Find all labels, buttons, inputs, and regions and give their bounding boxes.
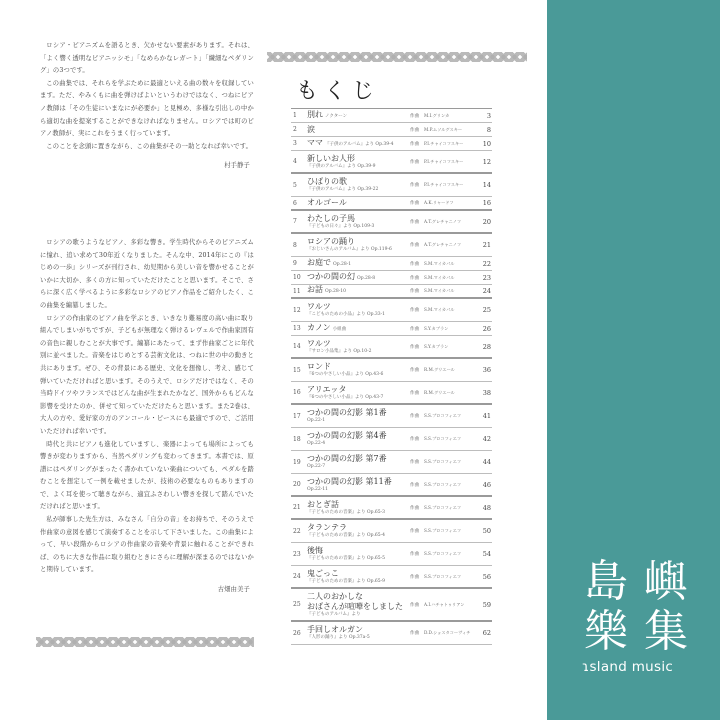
- toc-entry-title: ロシアの踊り: [307, 237, 355, 246]
- toc-entry-number: 23: [293, 550, 301, 558]
- toc-entry-page: 59: [482, 600, 491, 609]
- toc-row: [291, 428, 492, 451]
- composer-label: 作曲: [410, 529, 419, 534]
- toc-row: [291, 234, 492, 257]
- toc-entry-page: 48: [482, 503, 491, 512]
- toc-entry-title-block: [307, 385, 410, 401]
- toc-entry-page: 21: [482, 241, 491, 249]
- toc-entry-number: 21: [293, 504, 301, 511]
- toc-entry-title-block: [307, 177, 410, 193]
- toc-entry-page: 46: [482, 480, 491, 489]
- toc-row: [291, 299, 492, 322]
- toc-entry-page: 44: [482, 458, 491, 466]
- toc-entry-composer: S.M.マイカパル: [424, 307, 455, 312]
- toc-entry-title-block: [307, 237, 410, 253]
- preface-paragraph: ロシア・ピアニズムを語るとき、欠かせない要素があります。それは、「よく響く透明なピアニッシモ」「なめらかなレガート」「繊細なペダリング」の3つです。: [40, 42, 254, 75]
- toc-row: [291, 520, 492, 543]
- composer-label: 作曲: [410, 344, 419, 350]
- composer-label: 作曲: [410, 141, 419, 147]
- composer-label: 作曲: [410, 326, 419, 332]
- toc-entry-subtitle: 『子供のアルバム』より Op.39-9: [307, 163, 376, 169]
- toc-entry-number: 6: [293, 199, 297, 207]
- toc-entry-title-block: [307, 362, 410, 378]
- toc-entry-number: 4: [293, 158, 297, 165]
- toc-entry-composer: S.S.プロコフィエフ: [424, 459, 462, 464]
- toc-entry-number: 12: [293, 306, 301, 314]
- toc-entry-number: 24: [293, 573, 301, 580]
- toc-entry-title: おとぎ話: [307, 499, 339, 509]
- toc-entry-number: 9: [293, 260, 297, 267]
- composer-label: 作曲: [410, 390, 419, 396]
- toc-row: [291, 382, 492, 405]
- toc-row: [291, 622, 492, 645]
- ornament-border-bottom: [36, 637, 254, 647]
- toc-entry-title-block: [307, 198, 410, 208]
- toc-row: [291, 109, 492, 123]
- toc-entry-composer: S.S.プロコフィエフ: [424, 528, 462, 533]
- toc-entry-title: 手回しオルガン: [307, 625, 363, 634]
- preface2-signature: 古畑由美子: [217, 586, 250, 594]
- toc-entry-title-block: [307, 477, 410, 493]
- toc-entry-title: つかの間の幻影 第7番: [307, 454, 387, 463]
- toc-entry-number: 11: [293, 287, 301, 295]
- toc-entry-title-block: [307, 138, 410, 150]
- preface2-paragraph: ロシアの歌うようなピアノ、多彩な響き。学生時代からそのピアニズムに憧れ、追い求めて30年近くなりました。そんな中、2014年にこの『はじめの一歩』シリーズが刊行され、幼児期から美しい音を響かせることがいかに大切か、多くの方に知っていただけたことと思います。そこで、さらに深く広く学べるように多彩なロシアのピアノ作品をご紹介したく、この曲集を編纂しました。: [40, 239, 254, 309]
- toc-entry-title: わたしの子馬: [307, 213, 355, 223]
- toc-entry-inline-note: ノクターン: [325, 113, 348, 119]
- toc-row: [291, 151, 492, 174]
- toc-entry-title: ロンド: [307, 362, 331, 371]
- toc-row: [291, 211, 492, 234]
- toc-entry-subtitle: 『子どものアルバム』より: [307, 611, 361, 617]
- logo-char: 島: [584, 556, 628, 607]
- toc-entry-number: 17: [293, 412, 301, 420]
- toc-entry-title: 別れ ノクターン: [307, 109, 348, 119]
- toc-entry-title: つかの間の幻影 第11番: [307, 476, 392, 486]
- toc-entry-title-block: [307, 323, 410, 335]
- toc-entry-page: 50: [482, 527, 491, 535]
- toc-entry-page: 3: [486, 111, 491, 120]
- toc-entry-page: 8: [486, 125, 491, 134]
- toc-entry-composer: S.S.プロコフィエフ: [424, 413, 462, 418]
- toc-entry-number: 18: [293, 435, 301, 443]
- toc-entry-title-block: [307, 569, 410, 585]
- toc-entry-composer: S.M.マイカパル: [424, 274, 455, 280]
- toc-entry-composer: S.Y.カプラン: [424, 343, 449, 349]
- toc-entry-page: 24: [482, 287, 491, 295]
- toc-entry-title-block: [307, 110, 410, 122]
- toc-row: [291, 474, 492, 497]
- toc-entry-title-block: [307, 214, 410, 230]
- toc-entry-number: 7: [293, 218, 297, 225]
- toc-row: [291, 451, 492, 474]
- composer-label: 作曲: [410, 437, 419, 442]
- composer-label: 作曲: [410, 275, 419, 281]
- toc-row: [291, 497, 492, 520]
- toc-entry-page: 16: [482, 199, 491, 207]
- toc-entry-page: 25: [482, 306, 491, 314]
- toc-entry-title-block: [307, 546, 410, 562]
- toc-entry-title: 涙: [307, 124, 315, 134]
- toc-entry-composer: P.I.チャイコフスキー: [424, 182, 464, 187]
- toc-entry-composer: S.S.プロコフィエフ: [424, 551, 462, 556]
- preface-signature: 村手静子: [224, 162, 250, 170]
- toc-entry-number: 25: [293, 601, 301, 608]
- toc-entry-composer: M.I.グリンカ: [424, 112, 450, 118]
- toc-entry-inline-note: 『子供のアルバム』より Op.39-4: [325, 141, 394, 147]
- toc-entry-subtitle: 『おじいさんのアルバム』より Op.119-6: [307, 247, 392, 252]
- toc-entry-title: オルゴール: [307, 198, 347, 207]
- toc-entry-composer: D.D.ショスタコーヴィチ: [424, 630, 471, 635]
- composer-label: 作曲: [410, 243, 419, 248]
- composer-label: 作曲: [410, 308, 419, 313]
- toc-entry-composer: S.S.プロコフィエフ: [424, 573, 462, 579]
- toc-entry-page: 56: [482, 572, 491, 581]
- toc-entry-number: 16: [293, 389, 301, 396]
- toc-entry-title: 後悔: [307, 546, 323, 555]
- toc-entry-page: 41: [482, 412, 491, 420]
- toc-entry-title: ワルツ: [307, 302, 331, 311]
- toc-entry-composer: A.K.リャードフ: [424, 200, 454, 205]
- toc-entry-subtitle: 『子どものための音楽』より Op.65-3: [307, 509, 386, 515]
- toc-entry-inline-note: Op.28-8: [357, 275, 376, 281]
- toc-entry-subtitle: 『子どものための音楽』より Op.65-5: [307, 556, 386, 561]
- composer-label: 作曲: [410, 113, 419, 119]
- toc-entry-composer: R.M.グリエール: [424, 367, 455, 372]
- toc-entry-title: ママ 『子供のアルバム』より Op.39-4: [307, 137, 394, 147]
- logo-char: 樂: [584, 606, 628, 657]
- toc-entry-number: 14: [293, 343, 301, 350]
- composer-label: 作曲: [410, 368, 419, 373]
- toc-row: [291, 359, 492, 382]
- logo-char: 嶼: [644, 556, 688, 607]
- composer-label: 作曲: [410, 183, 419, 188]
- preface2-section: [40, 237, 254, 597]
- toc-entry-inline-note: Op.28-1: [333, 261, 352, 267]
- preface2-paragraph: 私が師事した先生方は、みなさん「自分の音」をお持ちで、そのうえで作曲家の意図を感じて演奏することを示して下さいました。この曲集によって、早い段階からロシアの作曲家の音楽や背景に触れることができれば、のちに大きな作品に取り組むときにさらに理解が深まるのではないかと期待しています。: [40, 516, 254, 574]
- toc-entry-title-block: [307, 285, 410, 297]
- toc-entry-subtitle: 『サロン小品集』より Op.10-2: [307, 348, 372, 354]
- toc-entry-composer: S.S.プロコフィエフ: [424, 436, 462, 441]
- toc-title: もくじ: [296, 79, 381, 104]
- toc-entry-title: つかの間の幻 Op.28-8: [307, 271, 376, 281]
- toc-entry-page: 38: [482, 388, 491, 397]
- composer-label: 作曲: [410, 460, 419, 465]
- toc-entry-number: 8: [293, 241, 297, 249]
- preface-section: [40, 40, 254, 173]
- toc-entry-page: 42: [482, 435, 491, 443]
- toc-entry-title-block: [307, 500, 410, 516]
- toc-entry-inline-note: Op.28-10: [325, 289, 346, 294]
- composer-label: 作曲: [410, 505, 419, 511]
- toc-entry-page: 23: [482, 273, 491, 282]
- toc-entry-title-block: [307, 339, 410, 355]
- toc-entry-title: 鬼ごっこ: [307, 568, 339, 578]
- composer-label: 作曲: [410, 552, 419, 557]
- toc-entry-number: 19: [293, 458, 301, 466]
- toc-row: [291, 271, 492, 285]
- composer-label: 作曲: [410, 482, 419, 488]
- toc-entry-title: ワルツ: [307, 338, 331, 348]
- toc-row: [291, 123, 492, 137]
- composer-label: 作曲: [410, 574, 419, 580]
- preface-paragraph: この曲集では、それらを学ぶために最適といえる曲の数々を収録しています。ただ、やみくもに曲を弾けばよいというわけではなく、つねにピアノ教師は「その生徒にいまなにが必要か」と見極め、多様な引出しの中から適切な曲を提案することができなければなりません。ロシアでは町のピアノ教師が、実にこれをうまく行っています。: [40, 79, 254, 138]
- toc-row: [291, 285, 492, 299]
- toc-entry-number: 26: [293, 629, 301, 637]
- composer-label: 作曲: [410, 127, 419, 133]
- toc-entry-page: 36: [482, 366, 491, 374]
- toc-entry-composer: R.M.グリエール: [424, 389, 455, 395]
- toc-entry-page: 28: [482, 342, 491, 351]
- toc-entry-subtitle: 『6つのやさしい小品』より Op.43-7: [307, 394, 384, 400]
- logo-char: 集: [644, 606, 688, 657]
- composer-label: 作曲: [410, 602, 419, 608]
- toc-table: [291, 108, 492, 645]
- toc-entry-title: タランテラ: [307, 523, 347, 532]
- toc-entry-title: 新しいお人形: [307, 153, 355, 163]
- toc-entry-subtitle: 『子どものための音楽』より Op.65-9: [307, 578, 386, 584]
- toc-entry-title: つかの間の幻影 第4番: [307, 431, 387, 440]
- toc-entry-page: 62: [482, 629, 491, 637]
- toc-entry-title-block: [307, 258, 410, 270]
- toc-entry-title: お話 Op.28-10: [307, 285, 346, 294]
- toc-entry-number: 5: [293, 181, 297, 189]
- toc-entry-composer: P.I.チャイコフスキー: [424, 140, 464, 146]
- toc-entry-title-block: [307, 125, 410, 135]
- toc-entry-composer: S.S.プロコフィエフ: [424, 504, 462, 510]
- toc-entry-title-block: [307, 592, 410, 618]
- toc-entry-inline-note: 小組曲: [332, 326, 347, 332]
- toc-entry-title: お庭で Op.28-1: [307, 257, 352, 267]
- toc-entry-composer: P.I.チャイコフスキー: [424, 158, 464, 164]
- toc-entry-subtitle: 『人形の踊り』より Op.37a-5: [307, 635, 370, 640]
- toc-entry-composer: A.I.ハチャトゥリアン: [424, 601, 465, 607]
- toc-entry-title-line2: おばさんが喧嘩をしました: [307, 601, 403, 611]
- toc-row: [291, 174, 492, 197]
- toc-entry-page: 14: [482, 181, 491, 189]
- toc-row: [291, 137, 492, 151]
- toc-entry-subtitle: Op.22-11: [307, 486, 328, 492]
- logo-tagline: ɿsland music: [582, 659, 674, 675]
- toc-entry-title-block: [307, 625, 410, 641]
- ornament-border-top: [267, 52, 527, 62]
- toc-entry-title-block: [307, 154, 410, 170]
- toc-entry-title-block: [307, 408, 410, 424]
- toc-row: [291, 336, 492, 359]
- toc-entry-title: 二人のおかしな: [307, 591, 363, 601]
- toc-entry-title-block: [307, 302, 410, 318]
- toc-entry-composer: A.T.グレチャニノフ: [424, 218, 462, 224]
- preface2-paragraph: ロシアの作曲家のピアノ曲を学ぶとき、いきなり難易度の高い曲に取り組んでしまいがちですが、子どもが無理なく弾けるレヴェルで作曲家固有の音色に親しむことが大事です。編纂にあたって、まず作曲家ごとに年代別に並べました。音楽をはじめとする芸術文化は、つねに世の中の動きと共にあります。ぜひ、その背景にある歴史、文化を想像し、考え、感じて弾いていただければと思います。そのうえで、ロシアだけではなく、その当時ドイツやフランスではどんな曲が生まれたかなど、国外からもどんな影響を受けたのか、併せて知っていただけたらと思います。また2巻は、大人の方や、愛好家の方のアンコール・ピースにも最適ですので、ご活用いただければ幸いです。: [40, 314, 254, 435]
- toc-entry-number: 1: [293, 112, 297, 119]
- toc-entry-title-block: [307, 272, 410, 284]
- toc-entry-title: アリエッタ: [307, 384, 347, 394]
- toc-entry-composer: S.M.マイカパル: [424, 260, 455, 266]
- toc-row: [291, 566, 492, 589]
- preface2-paragraph: 時代と共にピアノも進化していますし、楽器によっても場所によっても響きが変わりますから、当然ペダリングも変わってきます。本書では、原譜にはペダリングがまったく書かれていない楽曲についても、ペダルを踏むことを想定して一例を載せましたが、技術の必要なものもありますので、よく耳を使って聴きながら、適宜ふさわしい響きを探して踏んでいただければと思います。: [40, 440, 254, 511]
- toc-entry-title: ひばりの歌: [307, 177, 347, 186]
- toc-entry-title-block: [307, 523, 410, 539]
- composer-label: 作曲: [410, 201, 419, 206]
- toc-entry-subtitle: 『子どものための音楽』より Op.65-4: [307, 533, 386, 538]
- toc-entry-composer: M.P.ムソルグスキー: [424, 126, 463, 132]
- toc-entry-number: 10: [293, 274, 301, 281]
- toc-entry-page: 20: [482, 217, 491, 226]
- toc-entry-title-block: [307, 431, 410, 447]
- toc-entry-page: 22: [482, 259, 491, 268]
- toc-row: [291, 257, 492, 271]
- toc-entry-subtitle: 『6つのやさしい小品』より Op.43-6: [307, 372, 384, 377]
- toc-entry-number: 2: [293, 126, 297, 133]
- composer-label: 作曲: [410, 219, 419, 225]
- toc-entry-page: 12: [482, 157, 491, 166]
- toc-entry-number: 13: [293, 325, 301, 332]
- toc-row: [291, 322, 492, 336]
- toc-entry-subtitle: 『子供のアルバム』より Op.39-22: [307, 187, 379, 192]
- toc-entry-title-block: [307, 454, 410, 470]
- toc-entry-composer: A.T.グレチャニノフ: [424, 242, 462, 247]
- composer-label: 作曲: [410, 261, 419, 267]
- toc-row: [291, 405, 492, 428]
- toc-entry-composer: S.M.マイカパル: [424, 288, 455, 293]
- toc-entry-page: 26: [482, 324, 491, 333]
- toc-entry-subtitle: 『こどものための小品』より Op.33-1: [307, 312, 386, 317]
- toc-entry-page: 10: [482, 139, 491, 148]
- composer-label: 作曲: [410, 289, 419, 294]
- island-music-logo: [582, 557, 702, 675]
- toc-entry-number: 3: [293, 140, 297, 147]
- toc-entry-title: カノン 小組曲: [307, 322, 347, 332]
- composer-label: 作曲: [410, 414, 419, 419]
- composer-label: 作曲: [410, 631, 419, 636]
- toc-entry-number: 22: [293, 527, 301, 535]
- toc-entry-page: 54: [482, 550, 491, 558]
- toc-entry-subtitle: Op.22-4: [307, 441, 326, 446]
- toc-entry-number: 15: [293, 366, 301, 374]
- toc-entry-title: つかの間の幻影 第1番: [307, 408, 387, 417]
- toc-row: [291, 589, 492, 622]
- toc-entry-subtitle: Op.22-1: [307, 418, 326, 423]
- toc-entry-composer: S.S.プロコフィエフ: [424, 481, 462, 487]
- toc-entry-number: 20: [293, 481, 301, 488]
- toc-entry-subtitle: 『子どもの日々』より Op.109-3: [307, 223, 375, 229]
- toc-row: [291, 543, 492, 566]
- toc-entry-subtitle: Op.22-7: [307, 464, 326, 469]
- toc-row: [291, 197, 492, 211]
- composer-label: 作曲: [410, 159, 419, 165]
- toc-entry-composer: S.Y.カプラン: [424, 325, 449, 331]
- preface-paragraph: このことを念頭に置きながら、この曲集がその一助となれば幸いです。: [46, 142, 253, 150]
